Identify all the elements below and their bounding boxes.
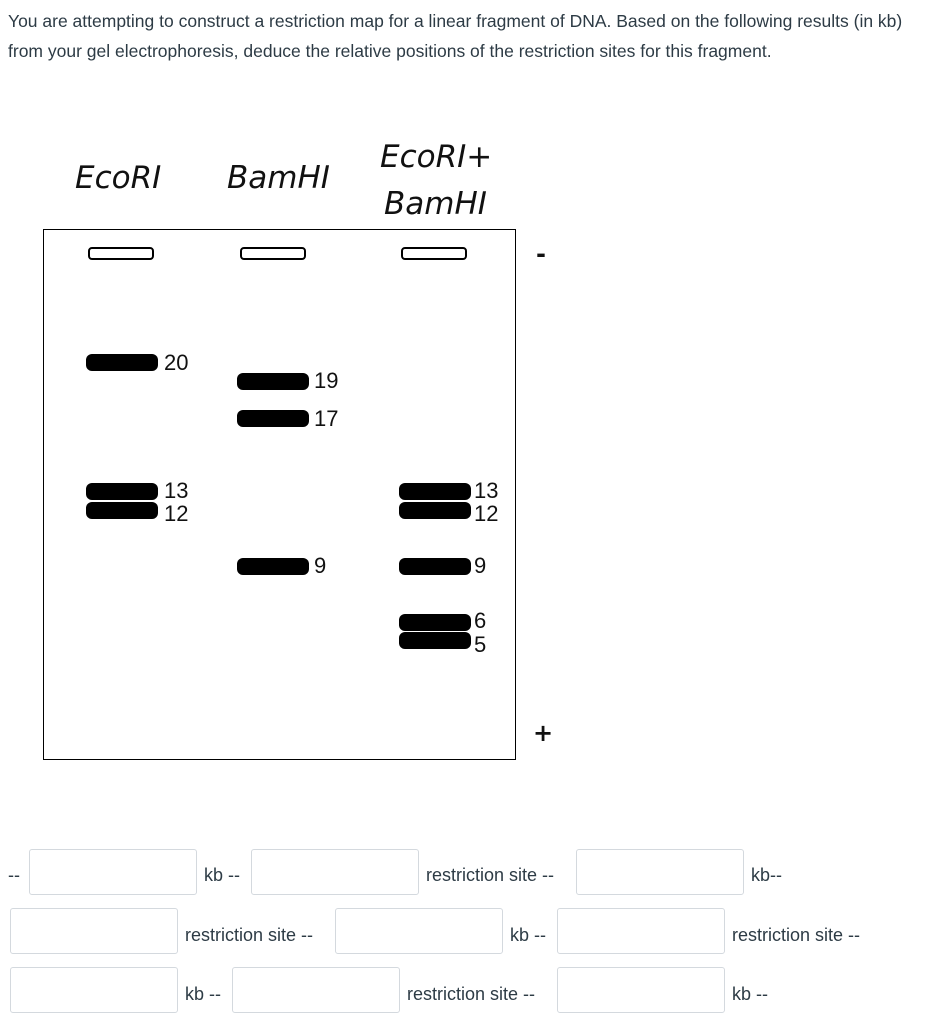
band-label-double-5: 5 bbox=[474, 632, 487, 657]
separator-site-2: restriction site -- bbox=[185, 925, 314, 945]
band-double-5 bbox=[399, 632, 471, 649]
separator-kb-3: kb -- bbox=[510, 925, 546, 945]
answer-input-2[interactable] bbox=[251, 849, 419, 895]
band-ecori-13 bbox=[86, 483, 158, 500]
band-label-ecori-13: 13 bbox=[164, 478, 189, 503]
leading-dashes: -- bbox=[8, 865, 20, 885]
separator-site-1: restriction site -- bbox=[426, 865, 555, 885]
lane-label-bamhi: BamHI bbox=[227, 160, 330, 196]
band-double-13 bbox=[399, 483, 471, 500]
positive-pole: + bbox=[533, 719, 554, 747]
gel-image bbox=[43, 229, 516, 760]
separator-site-3: restriction site -- bbox=[732, 925, 861, 945]
band-bamhi-17 bbox=[237, 410, 309, 427]
band-ecori-12 bbox=[86, 502, 158, 519]
band-bamhi-19 bbox=[237, 373, 309, 390]
separator-kb-5: kb -- bbox=[732, 984, 768, 1004]
lane-label-ecori: EcoRI bbox=[75, 160, 162, 196]
band-label-double-12: 12 bbox=[474, 501, 499, 526]
separator-kb-4: kb -- bbox=[185, 984, 221, 1004]
well-bamhi bbox=[240, 247, 306, 260]
band-label-bamhi-17: 17 bbox=[314, 406, 339, 431]
band-label-double-13: 13 bbox=[474, 478, 499, 503]
separator-kb-2: kb-- bbox=[751, 865, 782, 885]
separator-kb-1: kb -- bbox=[204, 865, 240, 885]
answer-input-1[interactable] bbox=[29, 849, 197, 895]
well-ecori bbox=[88, 247, 154, 260]
well-double bbox=[401, 247, 467, 260]
question-text: You are attempting to construct a restriction map for a linear fragment of DNA. Based on the following results (in kb) from your gel electrophoresis, deduce the relative positions of the restriction sites for this fragment. bbox=[8, 11, 903, 61]
negative-pole: - bbox=[536, 240, 546, 268]
band-label-bamhi-9: 9 bbox=[314, 553, 327, 578]
answer-input-4[interactable] bbox=[10, 908, 178, 954]
band-label-ecori-20: 20 bbox=[164, 350, 189, 375]
band-label-ecori-12: 12 bbox=[164, 501, 189, 526]
answer-input-7[interactable] bbox=[10, 967, 178, 1013]
band-double-6 bbox=[399, 614, 471, 631]
answer-input-8[interactable] bbox=[232, 967, 400, 1013]
band-label-double-9: 9 bbox=[474, 553, 487, 578]
answer-input-5[interactable] bbox=[335, 908, 503, 954]
answer-input-3[interactable] bbox=[576, 849, 744, 895]
band-double-9 bbox=[399, 558, 471, 575]
answer-input-6[interactable] bbox=[557, 908, 725, 954]
answer-input-9[interactable] bbox=[557, 967, 725, 1013]
lane-label-double-line2: BamHI bbox=[384, 186, 487, 222]
lane-label-double-line1: EcoRI+ bbox=[380, 139, 493, 175]
separator-site-4: restriction site -- bbox=[407, 984, 536, 1004]
band-label-bamhi-19: 19 bbox=[314, 368, 339, 393]
band-label-double-6: 6 bbox=[474, 608, 487, 633]
band-bamhi-9 bbox=[237, 558, 309, 575]
band-ecori-20 bbox=[86, 354, 158, 371]
band-double-12 bbox=[399, 502, 471, 519]
